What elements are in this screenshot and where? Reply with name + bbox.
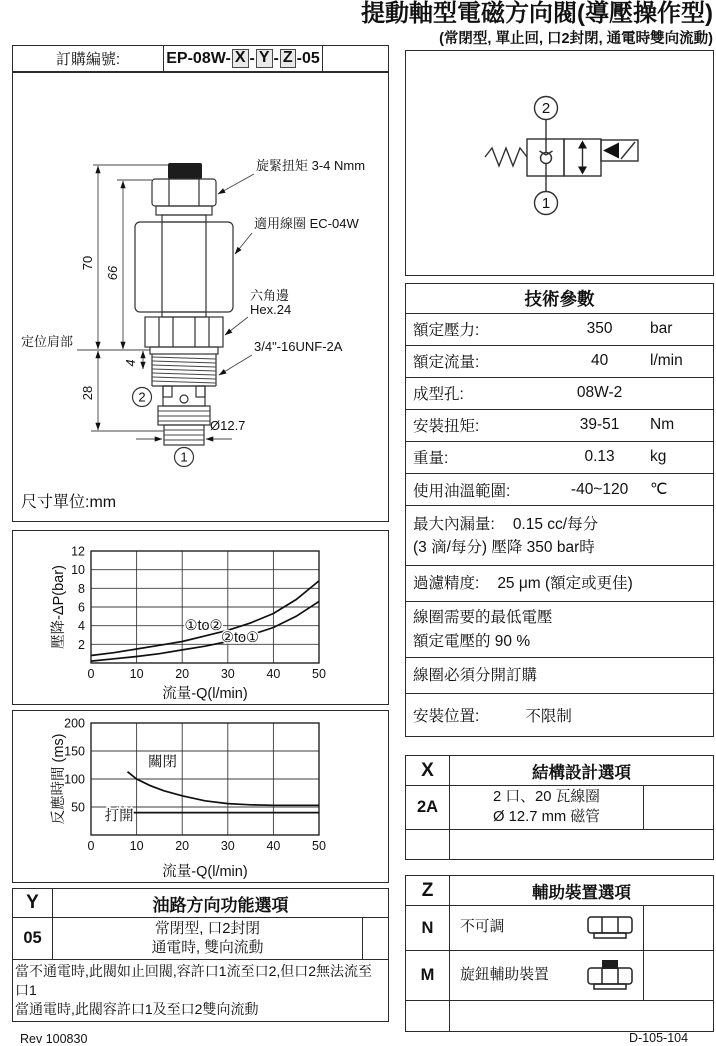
- svg-text:6: 6: [78, 600, 85, 615]
- tech-label: 額定流量:: [413, 354, 480, 372]
- valve-drawing-svg: [13, 73, 387, 485]
- y-option-desc-line2: 通電時, 雙向流動: [151, 939, 264, 956]
- x-table-key: X: [406, 756, 450, 785]
- x-table-header: [406, 756, 713, 786]
- solenoid-triangle: [603, 143, 619, 159]
- dimension-unit-label: 尺寸單位:mm: [21, 494, 117, 511]
- page-subtitle: (常閉型, 單止回, 口2封閉, 通電時雙向流動): [439, 30, 713, 47]
- tech-unit: l/min: [650, 352, 683, 370]
- symbol-port-2: 2: [541, 100, 551, 117]
- tech-value: 0.15 cc/每分: [512, 515, 599, 533]
- dim-70: 70: [80, 255, 95, 271]
- tech-label: 使用油溫範圍:: [413, 482, 511, 500]
- z-table-header: [406, 876, 713, 906]
- pressure-drop-chart-svg: [13, 531, 387, 703]
- tech-label: 額定壓力:: [413, 322, 480, 340]
- tech-value: 0.13: [584, 448, 615, 466]
- response-time-chart-svg: [13, 711, 387, 881]
- tech-row-cavity: [406, 378, 713, 410]
- tech-volt-line2: 額定電壓的 90 %: [413, 632, 531, 650]
- shoulder-label: 定位肩部: [21, 334, 74, 349]
- tech-row-weight: [406, 442, 713, 474]
- z-table-key: Z: [406, 876, 450, 905]
- svg-text:10: 10: [129, 839, 144, 853]
- hydraulic-symbol-box: [405, 50, 714, 276]
- y-note-line1: 當不通電時,此閥如止回閥,容許口1流至口2,但口2無法流至口1: [15, 963, 373, 999]
- z-option-code-m: M: [406, 951, 450, 1000]
- port-2-number: 2: [138, 389, 146, 405]
- order-code-sep1: -: [249, 49, 255, 67]
- y-option-code: 05: [13, 918, 53, 959]
- order-code-z: Z: [280, 49, 296, 68]
- tech-row-torque: [406, 410, 713, 442]
- svg-text:50: 50: [312, 667, 326, 681]
- x-option-desc: [450, 786, 643, 829]
- z-option-row-n: [406, 906, 713, 951]
- tech-row-temperature: [406, 474, 713, 507]
- svg-text:100: 100: [64, 772, 85, 787]
- x-option-row-2a: [406, 786, 713, 830]
- order-code-x: X: [232, 49, 249, 68]
- svg-text:流量-Q(l/min): 流量-Q(l/min): [162, 864, 248, 880]
- svg-text:10: 10: [71, 563, 85, 578]
- y-table-notes: [13, 960, 388, 1021]
- tech-label: 安裝位置:: [413, 708, 480, 726]
- svg-text:壓降-ΔP(bar): 壓降-ΔP(bar): [51, 565, 67, 649]
- svg-text:50: 50: [71, 800, 85, 815]
- svg-text:反應時間 (ms): 反應時間 (ms): [51, 733, 67, 825]
- svg-text:打開: 打開: [104, 808, 134, 825]
- z-option-desc-text: 不可調: [460, 919, 505, 936]
- dia-12-7-label: Ø12.7: [210, 418, 246, 433]
- torque-label: 旋緊扭矩 3-4 Nmm: [256, 158, 366, 173]
- y-table-header: [13, 889, 388, 918]
- hex-label: 六角邊: [250, 288, 290, 303]
- svg-text:①to②: ①to②: [184, 617, 223, 634]
- svg-text:20: 20: [175, 667, 190, 681]
- svg-text:30: 30: [220, 839, 235, 853]
- z-option-code-n: N: [406, 906, 450, 950]
- order-number-label: 訂購編號:: [55, 51, 121, 68]
- svg-text:30: 30: [220, 667, 235, 681]
- svg-text:200: 200: [64, 716, 85, 731]
- svg-text:流量-Q(l/min): 流量-Q(l/min): [162, 686, 248, 702]
- tech-table-title: 技術參數: [406, 284, 713, 314]
- svg-text:40: 40: [266, 839, 281, 853]
- tech-leak-line2: (3 滴/每分) 壓降 350 bar時: [413, 538, 595, 556]
- svg-text:20: 20: [175, 839, 190, 853]
- y-note-line2: 當通電時,此閥容許口1及至口2雙向流動: [15, 1001, 259, 1018]
- dim-28: 28: [80, 385, 95, 401]
- y-option-desc-line1: 常閉型, 口2封閉: [154, 920, 261, 937]
- page-title: 提動軸型電磁方向閥(導壓操作型): [361, 0, 713, 27]
- document-number: D-105-104: [629, 1031, 689, 1045]
- tech-row-pressure: [406, 314, 713, 346]
- tech-unit: bar: [650, 320, 673, 338]
- nut-knob-icon: [585, 960, 635, 992]
- z-option-desc-n: [450, 906, 643, 950]
- svg-text:50: 50: [312, 839, 326, 853]
- z-option-end-cell: [643, 906, 713, 950]
- nut-plain-icon: [585, 915, 635, 941]
- tech-row-flow: [406, 346, 713, 378]
- revision-label: Rev 100830: [20, 1032, 88, 1046]
- tech-row-leakage: [406, 506, 713, 566]
- x-table-empty-row: [406, 830, 713, 859]
- svg-text:②to①: ②to①: [220, 630, 260, 646]
- y-table-title: 油路方向功能選項: [152, 895, 289, 915]
- tech-value: 不限制: [525, 708, 572, 726]
- tech-label: 過濾精度:: [413, 575, 480, 593]
- order-box-empty-cell: [323, 46, 388, 71]
- response-time-chart: [12, 710, 389, 883]
- symbol-port-1: 1: [541, 195, 551, 212]
- title-block: [361, 1, 713, 48]
- svg-text:0: 0: [87, 839, 95, 853]
- z-option-table: [405, 875, 714, 1032]
- tech-value: -40~120: [570, 480, 629, 498]
- tech-value: 25 μm (額定或更佳): [497, 575, 633, 593]
- tech-row-coil-order: [406, 658, 713, 694]
- tech-row-voltage: [406, 602, 713, 658]
- tech-label: 重量:: [413, 450, 449, 468]
- technical-parameters-table: [405, 283, 714, 737]
- hydraulic-symbol-svg: [406, 51, 712, 274]
- z-option-row-m: [406, 951, 713, 1001]
- svg-text:10: 10: [129, 667, 144, 681]
- dim-66: 66: [105, 265, 120, 281]
- hex-size-label: Hex.24: [250, 302, 292, 317]
- y-table-key: Y: [13, 889, 53, 917]
- svg-text:4: 4: [78, 619, 85, 634]
- coil-label: 適用線圈 EC-04W: [254, 216, 359, 231]
- tech-label: 成型孔:: [413, 386, 464, 404]
- x-option-end-cell: [643, 786, 713, 829]
- tech-label: 最大內漏量:: [413, 515, 495, 533]
- tech-value: 39-51: [579, 416, 620, 434]
- tech-unit: kg: [650, 448, 667, 466]
- tech-coil-order: 線圈必須分開訂購: [413, 667, 538, 684]
- svg-text:2: 2: [78, 637, 85, 652]
- z-option-end-cell: [643, 951, 713, 1000]
- order-number-box: [12, 45, 389, 72]
- tech-label: 安裝扭矩:: [413, 418, 480, 436]
- svg-text:40: 40: [266, 667, 281, 681]
- order-code-y: Y: [256, 49, 273, 68]
- order-code-suffix: -05: [296, 49, 320, 67]
- x-option-code: 2A: [406, 786, 450, 829]
- y-option-table: [12, 888, 389, 1022]
- svg-text:關閉: 關閉: [148, 754, 177, 771]
- y-option-desc: [53, 918, 362, 959]
- tech-row-mounting: [406, 694, 713, 736]
- tech-value: 40: [590, 352, 609, 370]
- x-option-table: [405, 755, 714, 860]
- svg-text:0: 0: [87, 667, 95, 681]
- svg-text:8: 8: [78, 581, 85, 596]
- port-1-number: 1: [180, 449, 188, 465]
- y-option-end-cell: [362, 918, 388, 959]
- x-table-title: 結構設計選項: [532, 763, 631, 782]
- x-option-desc-line2: Ø 12.7 mm 磁管: [493, 808, 600, 825]
- tech-value: 350: [586, 320, 613, 338]
- tech-volt-line1: 線圈需要的最低電壓: [413, 609, 553, 627]
- order-code: [163, 46, 323, 71]
- z-option-desc-m: [450, 951, 643, 1000]
- tech-row-filtration: [406, 566, 713, 602]
- z-table-empty-row: [406, 1001, 713, 1031]
- tech-unit: Nm: [650, 416, 675, 434]
- tech-value: 08W-2: [576, 384, 623, 402]
- z-table-title: 輔助裝置選項: [532, 883, 631, 902]
- x-option-desc-line1: 2 口、20 瓦線圈: [493, 789, 600, 806]
- thread-label: 3/4"-16UNF-2A: [254, 339, 343, 354]
- valve-dimension-drawing: [12, 72, 389, 522]
- order-code-sep2: -: [273, 49, 279, 67]
- tech-unit: ℃: [650, 481, 668, 498]
- svg-text:150: 150: [64, 744, 85, 759]
- y-option-row-05: [13, 918, 388, 960]
- knurled-nut-shape: [168, 163, 202, 179]
- svg-text:12: 12: [71, 544, 85, 559]
- dim-4: 4: [123, 359, 138, 367]
- order-code-prefix: EP-08W-: [166, 49, 231, 67]
- z-option-desc-text: 旋鈕輔助裝置: [460, 966, 549, 983]
- pressure-drop-chart: [12, 530, 389, 705]
